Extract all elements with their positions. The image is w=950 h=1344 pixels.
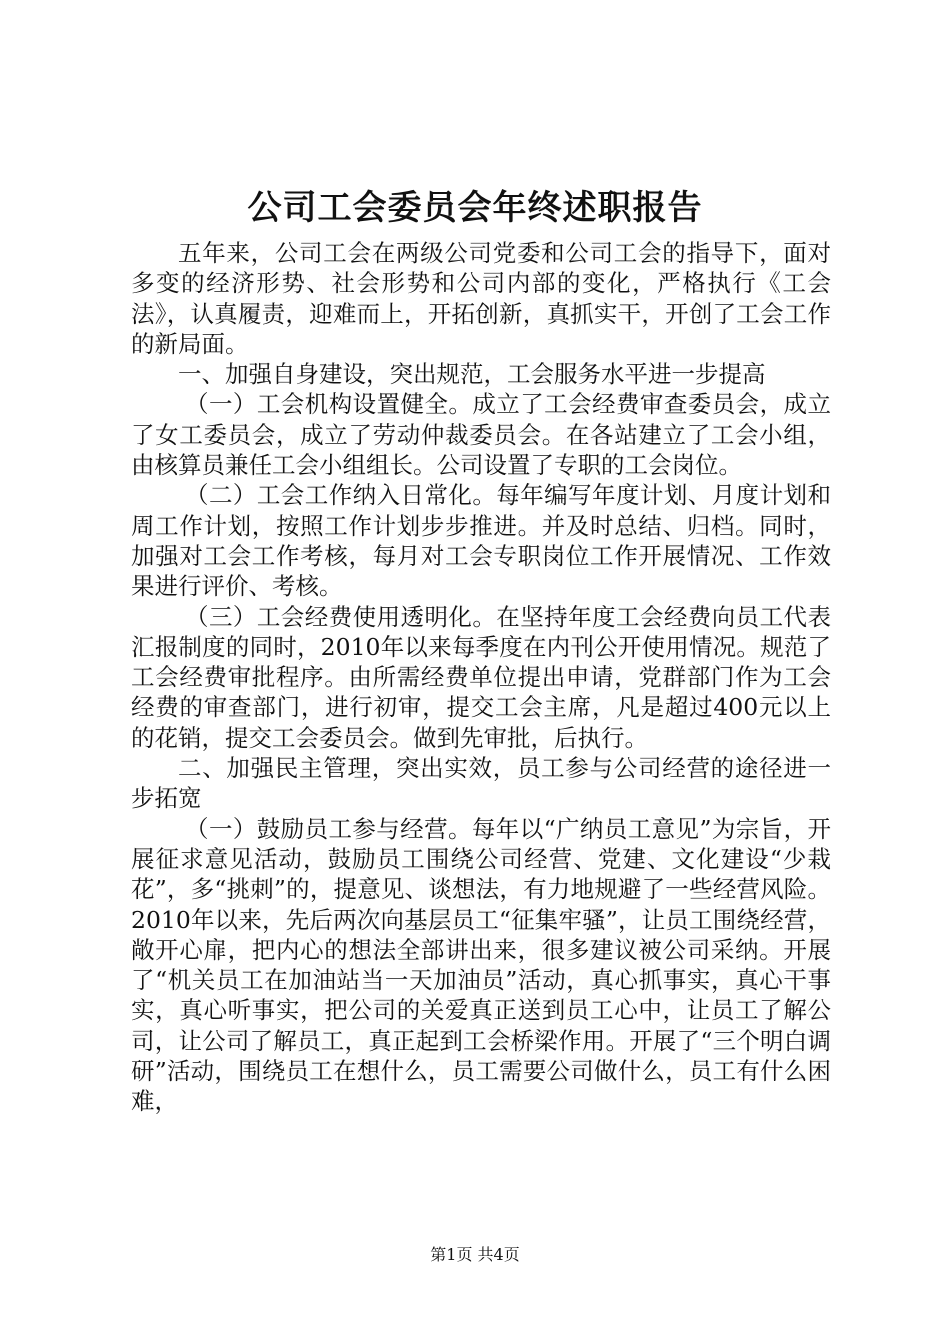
paragraph-1-1: （一）工会机构设置健全。成立了工会经费审查委员会，成立了女工委员会，成立了劳动仲裁委员会。在各站建立了工会小组，由核算员兼任工会小组组长。公司设置了专职的工会岗位。 [131,390,831,480]
document-body [131,238,831,1117]
page-footer: 第1页 共4页 [430,1245,520,1264]
section-heading-1: 一、加强自身建设，突出规范，工会服务水平进一步提高 [178,360,766,389]
section-heading-2: 二、加强民主管理，突出实效，员工参与公司经营的途径进一步拓宽 [131,754,831,813]
paragraph-intro: 五年来，公司工会在两级公司党委和公司工会的指导下，面对多变的经济形势、社会形势和公司内部的变化，严格执行《工会法》，认真履责，迎难而上，开拓创新，真抓实干，开创了工会工作的新局面。 [131,239,831,358]
document-title: 公司工会委员会年终述职报告 [247,188,703,228]
paragraph-1-2: （二）工会工作纳入日常化。每年编写年度计划、月度计划和周工作计划，按照工作计划步步推进。并及时总结、归档。同时，加强对工会工作考核，每月对工会专职岗位工作开展情况、工作效果进行评价、考核。 [131,481,831,601]
paragraph-2-1: （一）鼓励员工参与经营。每年以“广纳员工意见”为宗旨，开展征求意见活动，鼓励员工围绕公司经营、党建、文化建设“少栽花”，多“挑刺”的，提意见、谈想法，有力地规避了一些经营风险。2010年以来，先后两次向基层员工“征集牢骚”，让员工围绕经营，敞开心扉，把内心的想法全部讲出来，很多建议被公司采纳。开展了“机关员工在加油站当一天加油员”活动，真心抓事实，真心干事实，真心听事实，把公司的关爱真正送到员工心中，让员工了解公司，让公司了解员工，真正起到工会桥梁作用。开展了“三个明白调研”活动，围绕员工在想什么，员工需要公司做什么，员工有什么困难， [131,814,831,1116]
paragraph-1-3: （三）工会经费使用透明化。在坚持年度工会经费向员工代表汇报制度的同时，2010年以来每季度在内刊公开使用情况。规范了工会经费审批程序。由所需经费单位提出申请，党群部门作为工会经费的审查部门，进行初审，提交工会主席，凡是超过400元以上的花销，提交工会委员会。做到先审批，后执行。 [131,602,831,752]
